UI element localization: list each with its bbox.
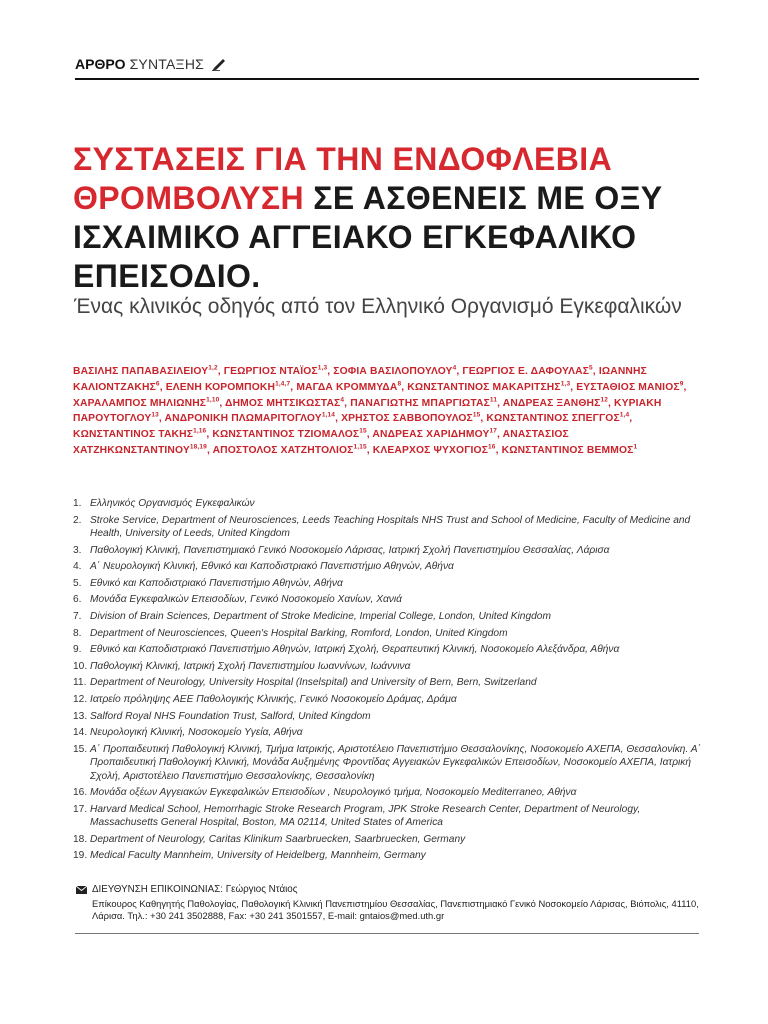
author-affiliation-ref: 16 bbox=[488, 443, 496, 451]
author-affiliation-ref: 11 bbox=[489, 396, 498, 404]
author-name: ΚΩΝΣΤΑΝΤΙΝΟΣ ΜΑΚΑΡΙΤΣΗΣ bbox=[407, 381, 561, 393]
affiliation-text: Department of Neurosciences, Queen's Hospital Barking, Romford, London, United Kingdom bbox=[90, 627, 508, 639]
author-affiliation-ref: 1,3 bbox=[560, 380, 571, 388]
affiliation-number: 2. bbox=[73, 514, 82, 526]
affiliation-text: Stroke Service, Department of Neurosciences, Leeds Teaching Hospitals NHS Trust and School of Medicine, Faculty of Medicine and Health, University of Leeds, United Kingdom bbox=[90, 514, 691, 539]
affiliation-item bbox=[73, 849, 703, 862]
affiliation-number: 6. bbox=[73, 594, 82, 606]
affiliation-item bbox=[73, 803, 703, 830]
article-subtitle: Ένας κλινικός οδηγός από τον Ελληνικό Οργανισμό Εγκεφαλικών bbox=[74, 295, 682, 318]
author-name: ΚΩΝΣΤΑΝΤΙΝΟΣ ΤΑΚΗΣ bbox=[73, 429, 194, 441]
author-affiliation-ref: 9 bbox=[679, 380, 684, 388]
author-affiliation-ref: 15 bbox=[359, 427, 367, 435]
author-affiliation-ref: 6 bbox=[155, 380, 160, 388]
affiliation-number: 7. bbox=[73, 610, 82, 622]
affiliation-number: 4. bbox=[73, 561, 82, 573]
author-affiliation-ref: 4 bbox=[340, 396, 345, 404]
affiliation-text: Α΄ Προπαιδευτική Παθολογική Κλινική, Τμήμα Ιατρικής, Αριστοτέλειο Πανεπιστήμιο Θεσσαλονίκης, Νοσοκομείο ΑΧΕΠΑ, Θεσσαλονίκη. Α΄ Προπαιδευτική Παθολογική Κλινική, Μονάδα Αυξημένης Φροντίδας Αγγειακών Εγκεφαλικών Επεισοδίων, Νοσοκομείο ΑΧΕΠΑ, Ιατρική Σχολή, Αριστοτέλειο Πανεπιστήμιο Θεσσαλονίκης, Θεσσαλονίκη bbox=[90, 743, 701, 782]
author-name: ΠΑΝΑΓΙΩΤΗΣ ΜΠΑΡΓΙΩΤΑΣ bbox=[350, 397, 490, 409]
author-affiliation-ref: 12 bbox=[600, 396, 608, 404]
affiliation-item bbox=[73, 786, 703, 799]
affiliation-text: Medical Faculty Mannheim, University of Heidelberg, Mannheim, Germany bbox=[90, 850, 426, 862]
title-highlight: ΣΥΣΤΑΣΕΙΣ ΓΙΑ ΤΗΝ ΕΝΔΟΦΛΕΒΙΑ ΘΡΟΜΒΟΛΥΣΗ bbox=[73, 141, 613, 216]
affiliation-number: 11. bbox=[73, 677, 87, 689]
affiliation-number: 1. bbox=[73, 498, 82, 509]
affiliation-text: Νευρολογική Κλινική, Νοσοκομείο Υγεία, Αθήνα bbox=[90, 727, 303, 739]
author-name: ΕΛΕΝΗ ΚΟΡΟΜΠΟΚΗ bbox=[165, 381, 276, 393]
affiliation-number: 9. bbox=[73, 644, 82, 656]
author-name: ΕΥΣΤΑΘΙΟΣ ΜΑΝΙΟΣ bbox=[576, 381, 680, 393]
author-name: ΧΡΗΣΤΟΣ ΣΑΒΒΟΠΟΥΛΟΣ bbox=[341, 413, 473, 425]
pen-icon bbox=[211, 57, 227, 71]
author-name: ΔΗΜΟΣ ΜΗΤΣΙΚΩΣΤΑΣ bbox=[225, 397, 341, 409]
author-affiliation-ref: 1 bbox=[633, 443, 638, 451]
affiliation-item bbox=[73, 743, 703, 783]
affiliation-text: Εθνικό και Καποδιστριακό Πανεπιστήμιο Αθηνών, Αθήνα bbox=[90, 577, 343, 589]
affiliation-item bbox=[73, 693, 703, 706]
affiliation-item bbox=[73, 514, 703, 541]
author-affiliation-ref: 1,4 bbox=[619, 411, 630, 419]
header-divider bbox=[75, 78, 699, 80]
author-affiliation-ref: 1,16 bbox=[193, 427, 207, 435]
author-name: ΜΑΓΔΑ ΚΡΟΜΜΥΔΑ bbox=[296, 381, 398, 393]
article-title bbox=[73, 140, 713, 296]
affiliation-item bbox=[73, 627, 703, 640]
author-name: ΚΩΝΣΤΑΝΤΙΝΟΣ ΣΠΕΓΓΟΣ bbox=[486, 413, 620, 425]
affiliation-text: Μονάδα Εγκεφαλικών Επεισοδίων, Γενικό Νοσοκομείο Χανίων, Χανιά bbox=[90, 594, 402, 606]
affiliation-number: 13. bbox=[73, 710, 88, 722]
envelope-icon bbox=[76, 886, 87, 894]
author-name: ΑΝΔΡΟΝΙΚΗ ΠΛΩΜΑΡΙΤΟΓΛΟΥ bbox=[164, 413, 322, 425]
affiliation-number: 15. bbox=[73, 743, 88, 755]
author-name: ΑΝΔΡΕΑΣ ΞΑΝΘΗΣ bbox=[502, 397, 601, 409]
affiliation-item bbox=[73, 710, 703, 723]
affiliation-text: Μονάδα οξέων Αγγειακών Εγκεφαλικών Επεισοδίων , Νευρολογικό τμήμα, Νοσοκομείο Mediterraneo, Αθήνα bbox=[90, 787, 577, 799]
author-affiliation-ref: 1,14 bbox=[321, 411, 336, 419]
affiliation-item bbox=[73, 726, 703, 739]
contact-heading: ΔΙΕΥΘΥΝΣΗ ΕΠΙΚΟΙΝΩΝΙΑΣ: Γεώργιος Ντάιος bbox=[92, 884, 298, 895]
author-name: ΓΕΩΡΓΙΟΣ ΝΤΑΪΟΣ bbox=[223, 366, 318, 377]
author-name: ΚΩΝΣΤΑΝΤΙΝΟΣ ΤΖΙΟΜΑΛΟΣ bbox=[212, 429, 360, 441]
contact-details: Επίκουρος Καθηγητής Παθολογίας, Παθολογική Κλινική Πανεπιστημίου Θεσσαλίας, Πανεπιστημιακό Γενικό Νοσοκομείο Λάρισας, Βιόπολις, 41110, Λάρισα. Τηλ.: +30 241 3502888, Fax: +30 241 3501557, E-mail: gntaios@med.uth.gr bbox=[92, 897, 699, 922]
affiliation-text: Division of Brain Sciences, Department of Stroke Medicine, Imperial College, London, United Kingdom bbox=[90, 610, 551, 622]
affiliation-text: Department of Neurology, University Hospital (Inselspital) and University of Bern, Bern, Switzerland bbox=[90, 677, 537, 689]
affiliation-text: Ελληνικός Οργανισμός Εγκεφαλικών bbox=[90, 498, 255, 509]
affiliation-text: Ιατρείο πρόληψης ΑΕΕ Παθολογικής Κλινικής, Γενικό Νοσοκομείο Δράμας, Δράμα bbox=[90, 693, 457, 705]
author-name: ΑΝΔΡΕΑΣ ΧΑΡΙΔΗΜΟΥ bbox=[372, 429, 490, 441]
author-name: ΣΟΦΙΑ ΒΑΣΙΛΟΠΟΥΛΟΥ bbox=[333, 366, 453, 377]
author-affiliation-ref: 1,15 bbox=[353, 443, 367, 451]
author-affiliation-ref: 1,4,7 bbox=[275, 380, 291, 388]
author-name: ΚΥΡΙΑΚΗ ΠΑΡΟΥΤΟΓΛΟΥ bbox=[73, 397, 662, 425]
affiliation-item bbox=[73, 544, 703, 557]
author-affiliation-ref: 1,10 bbox=[206, 396, 220, 404]
footer-divider bbox=[75, 933, 699, 934]
affiliation-text: Department of Neurology, Caritas Klinikum Saarbruecken, Saarbruecken, Germany bbox=[90, 833, 466, 845]
affiliation-number: 16. bbox=[73, 787, 88, 799]
article-header bbox=[75, 53, 695, 75]
affiliation-item bbox=[73, 676, 703, 689]
author-affiliation-ref: 18,19 bbox=[189, 443, 207, 451]
affiliation-text: Παθολογική Κλινική, Πανεπιστημιακό Γενικό Νοσοκομείο Λάρισας, Ιατρική Σχολή Πανεπιστημίου Θεσσαλίας, Λάρισα bbox=[90, 544, 610, 556]
affiliation-number: 19. bbox=[73, 850, 88, 862]
author-affiliation-ref: 13 bbox=[151, 411, 159, 419]
author-affiliation-ref: 15 bbox=[472, 411, 481, 419]
affiliation-number: 14. bbox=[73, 727, 88, 739]
affiliation-item bbox=[73, 660, 703, 673]
author-name: ΓΕΩΡΓΙΟΣ Ε. ΔΑΦΟΥΛΑΣ bbox=[462, 366, 590, 377]
author-name: ΚΛΕΑΡΧΟΣ ΨΥΧΟΓΙΟΣ bbox=[372, 444, 489, 456]
affiliation-number: 5. bbox=[73, 577, 82, 589]
author-name: ΑΝΑΣΤΑΣΙΟΣ ΧΑΤΖΗΚΩΝΣΤΑΝΤΙΝΟΥ bbox=[73, 429, 569, 456]
author-affiliation-ref: 17 bbox=[489, 427, 498, 435]
affiliation-item bbox=[73, 497, 703, 510]
affiliation-text: Α΄ Νευρολογική Κλινική, Εθνικό και Καποδιστριακό Πανεπιστήμιο Αθηνών, Αθήνα bbox=[90, 561, 454, 573]
affiliation-item bbox=[73, 593, 703, 606]
affiliation-number: 3. bbox=[73, 544, 82, 556]
author-name: ΒΑΣΙΛΗΣ ΠΑΠΑΒΑΣΙΛΕΙΟΥ bbox=[73, 366, 209, 377]
author-affiliation-ref: 5 bbox=[589, 364, 593, 372]
author-name: ΑΠΟΣΤΟΛΟΣ ΧΑΤΖΗΤΟΛΙΟΣ bbox=[212, 444, 354, 456]
affiliation-number: 10. bbox=[73, 660, 88, 672]
affiliation-number: 18. bbox=[73, 833, 88, 845]
author-affiliation-ref: 8 bbox=[397, 380, 402, 388]
title-rest: ΣΕ ΑΣΘΕΝΕΙΣ ΜΕ ΟΞΥ ΙΣΧΑΙΜΙΚΟ ΑΓΓΕΙΑΚΟ ΕΓΚΕΦΑΛΙΚΟ ΕΠΕΙΣΟΔΙΟ. bbox=[73, 180, 663, 294]
author-name: ΚΩΝΣΤΑΝΤΙΝΟΣ ΒΕΜΜΟΣ bbox=[501, 444, 634, 456]
author-affiliation-ref: 1,3 bbox=[317, 364, 328, 372]
author-name: ΧΑΡΑΛΑΜΠΟΣ ΜΗΛΙΩΝΗΣ bbox=[73, 397, 207, 409]
affiliation-number: 17. bbox=[73, 803, 88, 815]
affiliation-list bbox=[73, 497, 703, 866]
affiliation-item bbox=[73, 833, 703, 846]
author-affiliation-ref: 4 bbox=[452, 364, 457, 372]
affiliation-text: Harvard Medical School, Hemorrhagic Stroke Research Program, JPK Stroke Research Center, Department of Neurology, Massachusetts General Hospital, Boston, MA 02114, United States of America bbox=[90, 803, 641, 829]
affiliation-text: Salford Royal NHS Foundation Trust, Salford, United Kingdom bbox=[90, 710, 371, 722]
author-affiliation-ref: 1,2 bbox=[208, 364, 218, 372]
affiliation-text: Εθνικό και Καποδιστριακό Πανεπιστήμιο Αθηνών, Ιατρική Σχολή, Θεραπευτική Κλινική, Νοσοκομείο Αλεξάνδρα, Αθήνα bbox=[90, 644, 620, 656]
contact-block bbox=[76, 884, 706, 923]
affiliation-text: Παθολογική Κλινική, Ιατρική Σχολή Πανεπιστημίου Ιωαννίνων, Ιωάννινα bbox=[90, 660, 411, 672]
affiliation-item bbox=[73, 560, 703, 573]
affiliation-item bbox=[73, 577, 703, 590]
author-list: ΒΑΣΙΛΗΣ ΠΑΠΑΒΑΣΙΛΕΙΟΥ$^{1,2}$, ΓΕΩΡΓΙΟΣ ΝΤΑΪΟΣ$^{1,3}$, ΣΟΦΙΑ ΒΑΣΙΛΟΠΟΥΛΟΥ$^4$, ΓΕΩΡΓΙΟΣ Ε. ΔΑΦΟΥΛΑΣ$^5$, ΙΩΑΝΝΗΣ ΚΑΛΙΟΝΤΖΑΚΗΣ$^6$, ΕΛΕΝΗ ΚΟΡΟΜΠΟΚΗ$^{1,4,7}$, ΜΑΓΔΑ ΚΡΟΜΜΥΔΑ$^8$, ΚΩΝΣΤΑΝΤΙΝΟΣ ΜΑΚΑΡΙΤΣΗΣ$^{1,3}$, ΕΥΣΤΑΘΙΟΣ ΜΑΝΙΟΣ$^9$, ΧΑΡΑΛΑΜΠΟΣ ΜΗΛΙΩΝΗΣ$^{1,10}$, ΔΗΜΟΣ ΜΗΤΣΙΚΩΣΤΑΣ$^4$, ΠΑΝΑΓΙΩΤΗΣ ΜΠΑΡΓΙΩΤΑΣ$^{11}$, ΑΝΔΡΕΑΣ ΞΑΝΘΗΣ$^{12}$, ΚΥΡΙΑΚΗ ΠΑΡΟΥΤΟΓΛΟΥ$^{13}$, ΑΝΔΡΟΝΙΚΗ ΠΛΩΜΑΡΙΤΟΓΛΟΥ$^{1,14}$, ΧΡΗΣΤΟΣ ΣΑΒΒΟΠΟΥΛΟΣ$^{15}$, ΚΩΝΣΤΑΝΤΙΝΟΣ ΣΠΕΓΓΟΣ$^{1,4}$, ΚΩΝΣΤΑΝΤΙΝΟΣ ΤΑΚΗΣ$^{1,16}$, ΚΩΝΣΤΑΝΤΙΝΟΣ ΤΖΙΟΜΑΛΟΣ$^{15}$, ΑΝΔΡΕΑΣ ΧΑΡΙΔΗΜΟΥ$^{17}$, ΑΝΑΣΤΑΣΙΟΣ ΧΑΤΖΗΚΩΝΣΤΑΝΤΙΝΟΥ$^{18,19}$, ΑΠΟΣΤΟΛΟΣ ΧΑΤΖΗΤΟΛΙΟΣ$^{1,15}$, ΚΛΕΑΡΧΟΣ ΨΥΧΟΓΙΟΣ$^{16}$, ΚΩΝΣΤΑΝΤΙΝΟΣ ΒΕΜΜΟΣ$^1$ bbox=[73, 364, 687, 456]
author-name: ΙΩΑΝΝΗΣ ΚΑΛΙΟΝΤΖΑΚΗΣ bbox=[73, 366, 647, 393]
section-label: ΑΡΘΡΟ bbox=[75, 56, 126, 72]
affiliation-number: 8. bbox=[73, 627, 82, 639]
affiliation-number: 12. bbox=[73, 693, 88, 705]
affiliation-item bbox=[73, 643, 703, 656]
subsection-label: ΣΥΝΤΑΞΗΣ bbox=[129, 56, 204, 72]
affiliation-item bbox=[73, 610, 703, 623]
